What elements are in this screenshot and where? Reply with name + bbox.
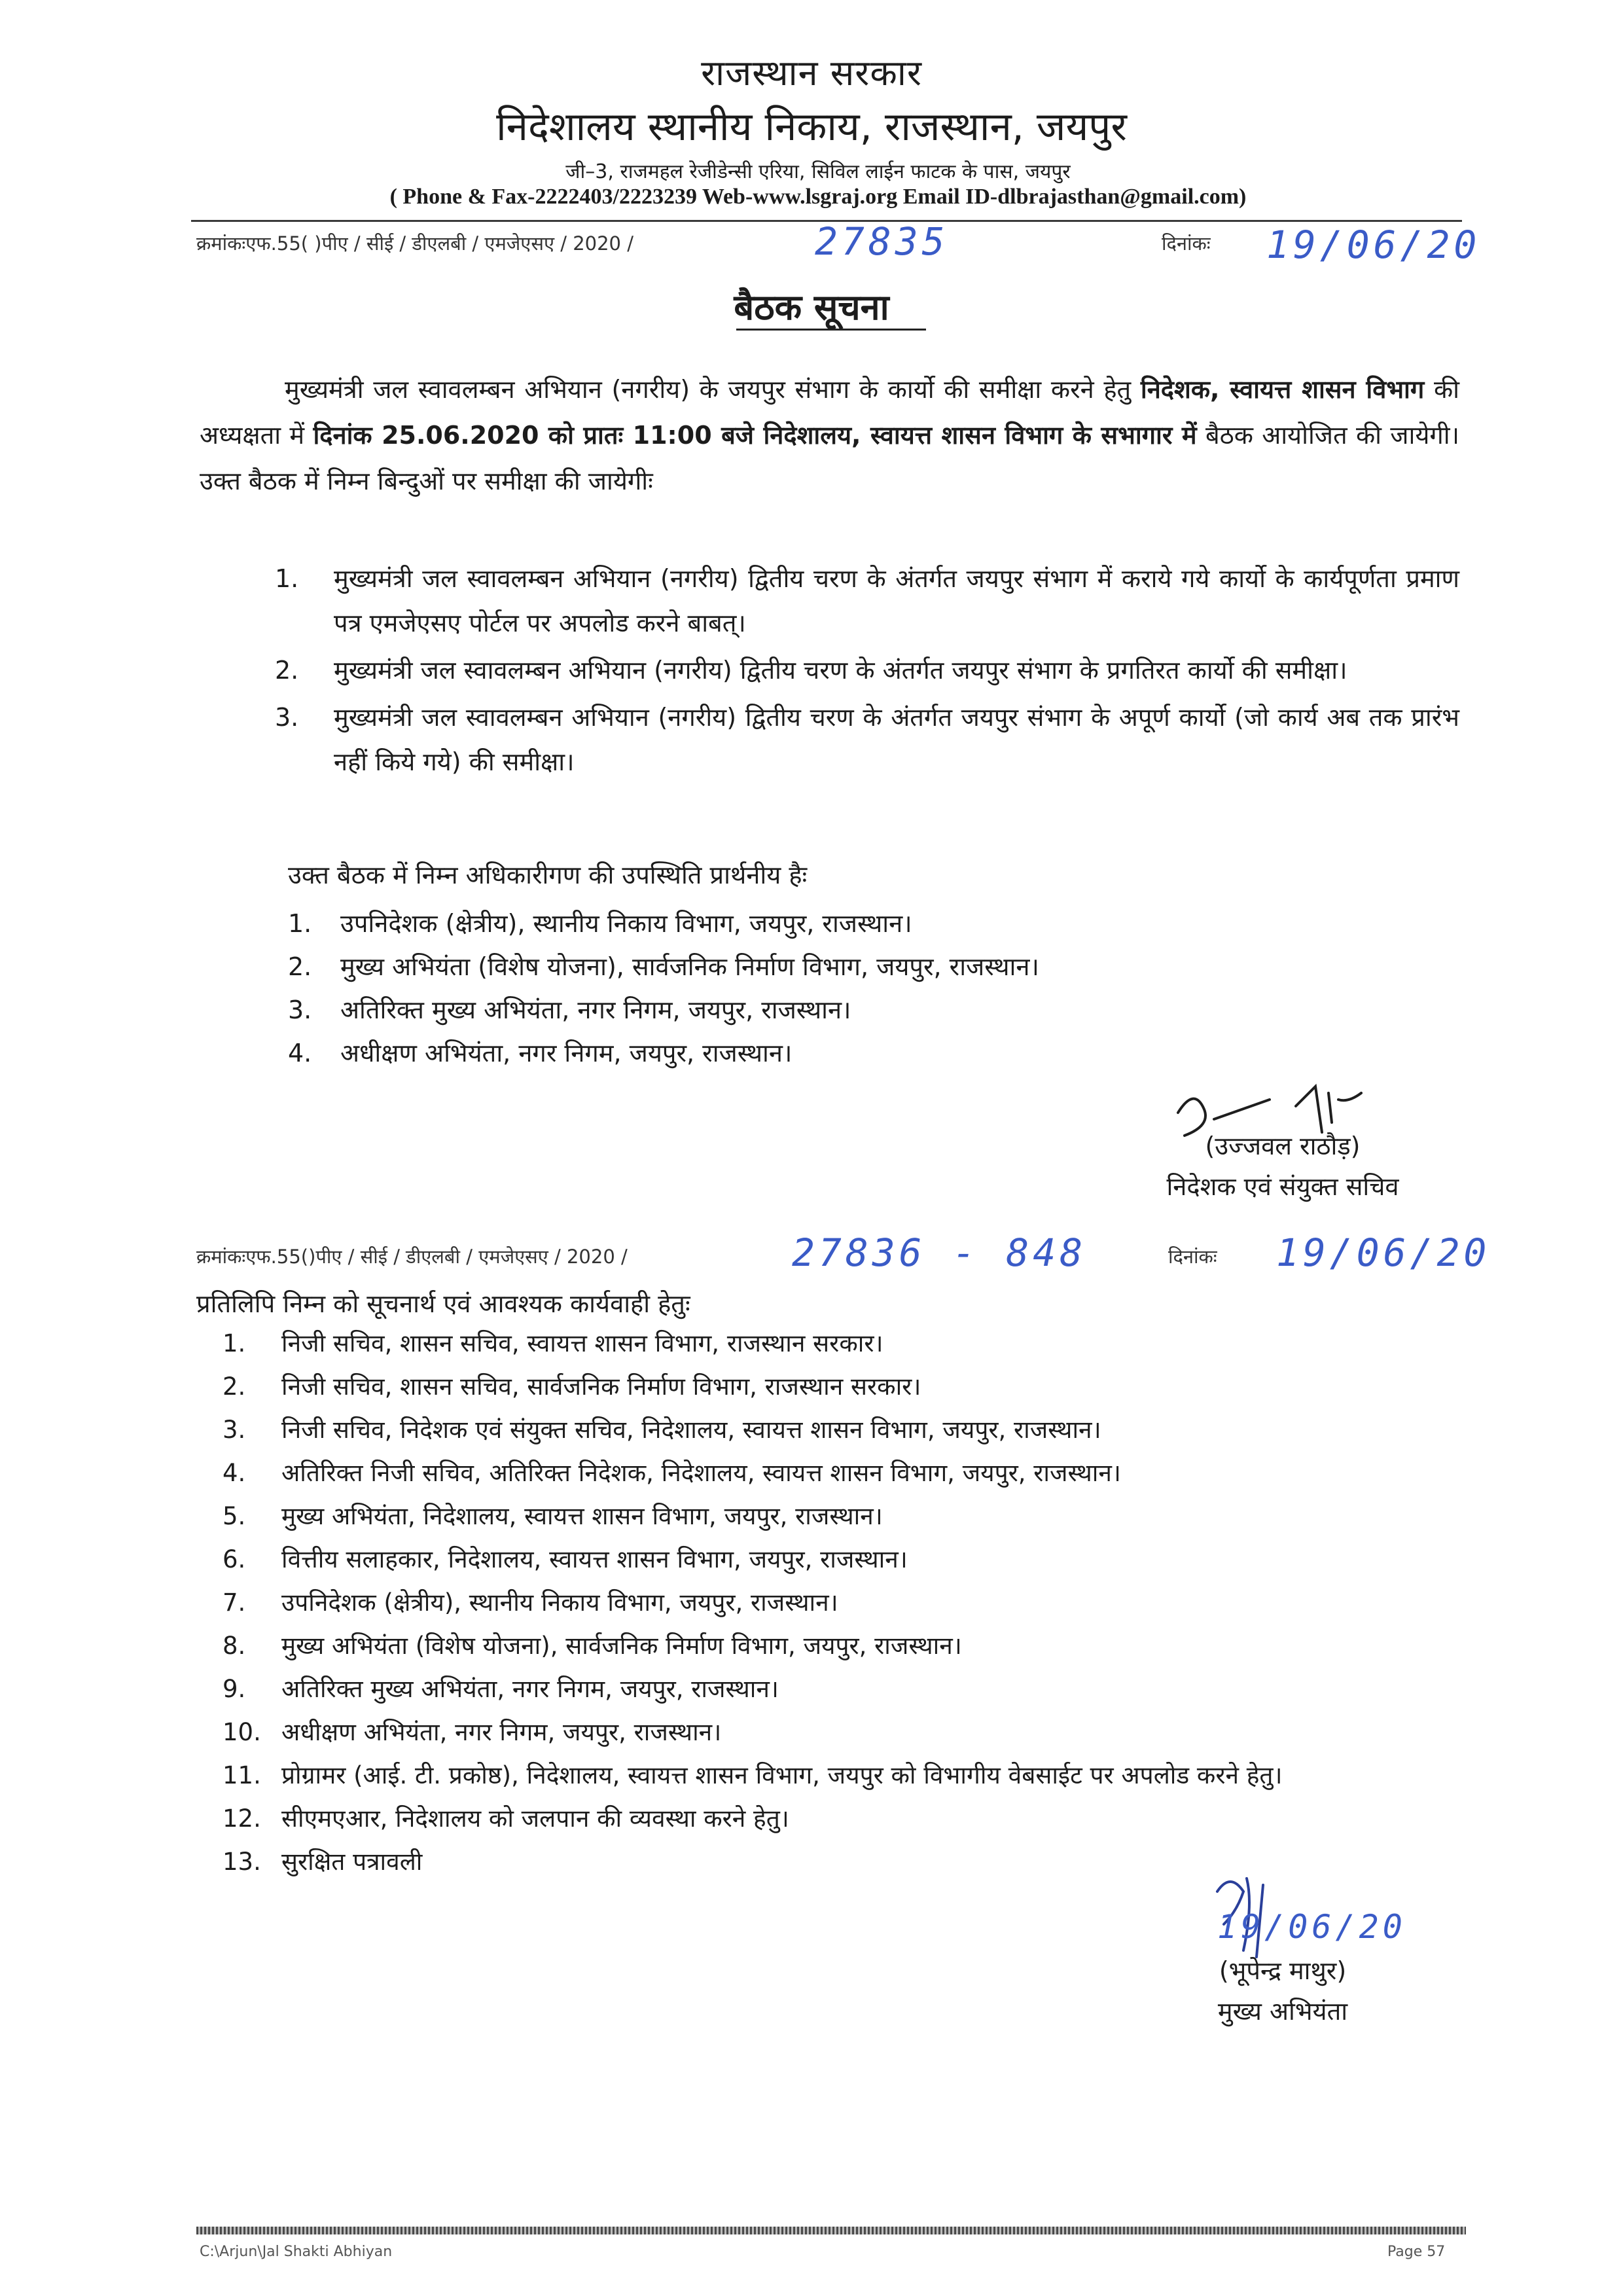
para-part-c: की अध्यक्षता में: [200, 375, 1459, 450]
office-address: जी–3, राजमहल रेजीडेन्सी एरिया, सिविल लाईन फाटक के पास, जयपुर: [565, 160, 1071, 183]
signatory-2: [1165, 1950, 1400, 2032]
copy-list: [223, 1322, 1459, 1884]
copy-reference-date: 19/06/20: [1276, 1230, 1491, 1275]
title-underline: [736, 329, 926, 331]
copy-item: 9. अतिरिक्त मुख्य अभियंता, नगर निगम, जयपुर, राजस्थान।: [223, 1675, 779, 1703]
copy-item: 1. निजी सचिव, शासन सचिव, स्वायत्त शासन विभाग, राजस्थान सरकार।: [223, 1329, 883, 1357]
copy-reference-prefix: क्रमांकःएफ.55()पीए / सीई / डीएलबी / एमजेएसए / 2020 /: [196, 1246, 628, 1268]
signatory-2-designation: मुख्य अभियंता: [1217, 1997, 1348, 2026]
reference-date: 19/06/20: [1266, 223, 1481, 267]
officials-list: [288, 902, 1400, 1075]
official-item: 4. अधीक्षण अभियंता, नगर निगम, जयपुर, राजस्थान।: [288, 1039, 793, 1067]
copy-item: 2. निजी सचिव, शासन सचिव, सार्वजनिक निर्माण विभाग, राजस्थान सरकार।: [223, 1372, 921, 1401]
reference-prefix: क्रमांकःएफ.55( )पीए / सीई / डीएलबी / एमजेएसए / 2020 /: [196, 232, 633, 255]
agenda-list: [275, 556, 1459, 787]
para-part-e: बैठक आयोजित की जायेगी। उक्त बैठक में निम्न बिन्दुओं पर समीक्षा की जायेगीः: [200, 421, 1460, 495]
copy-intro: प्रतिलिपि निम्न को सूचनार्थ एवं आवश्यक कार्यवाही हेतुः: [196, 1289, 690, 1318]
copy-item: 13. सुरक्षित पत्रावली: [223, 1848, 423, 1876]
copy-item: 8. मुख्य अभियंता (विशेष योजना), सार्वजनिक निर्माण विभाग, जयपुर, राजस्थान।: [223, 1632, 962, 1660]
copy-item: 3. निजी सचिव, निदेशक एवं संयुक्त सचिव, निदेशालय, स्वायत्त शासन विभाग, जयपुर, राजस्थान।: [223, 1416, 1101, 1444]
copy-item: 11. प्रोग्रामर (आई. टी. प्रकोष्ठ), निदेशालय, स्वायत्त शासन विभाग, जयपुर को विभागीय वेबसाईट पर अपलोड करने हेतु।: [223, 1761, 1283, 1789]
notice-paragraph: [200, 367, 1459, 504]
attendance-intro: उक्त बैठक में निम्न अधिकारीगण की उपस्थिति प्रार्थनीय हैः: [288, 861, 808, 889]
directorate-name: निदेशालय स्थानीय निकाय, राजस्थान, जयपुर: [496, 104, 1127, 150]
footer-rule: [196, 2227, 1466, 2234]
para-part-b: निदेशक, स्वायत्त शासन विभाग: [1140, 375, 1425, 404]
copy-item: 5. मुख्य अभियंता, निदेशालय, स्वायत्त शासन विभाग, जयपुर, राजस्थान।: [223, 1502, 883, 1530]
agenda-item: 3. मुख्यमंत्री जल स्वावलम्बन अभियान (नगरीय) द्वितीय चरण के अंतर्गत जयपुर संभाग के अपूर्ण कार्यो (जो कार्य अब तक प्रारंभ नहीं किये गये) की समीक्षा।: [275, 703, 1459, 776]
official-item: 3. अतिरिक्त मुख्य अभियंता, नगर निगम, जयपुर, राजस्थान।: [288, 996, 851, 1024]
copy-item: 6. वित्तीय सलाहकार, निदेशालय, स्वायत्त शासन विभाग, जयपुर, राजस्थान।: [223, 1545, 908, 1573]
official-item: 1. उपनिदेशक (क्षेत्रीय), स्थानीय निकाय विभाग, जयपुर, राजस्थान।: [288, 909, 912, 938]
government-name: राजस्थान सरकार: [701, 52, 922, 94]
signature-2-date: 19/06/20: [1217, 1908, 1406, 1946]
reference-date-label: दिनांकः: [1162, 232, 1211, 255]
footer-page-number: Page 57: [1387, 2244, 1446, 2260]
agenda-item: 2. मुख्यमंत्री जल स्वावलम्बन अभियान (नगरीय) द्वितीय चरण के अंतर्गत जयपुर संभाग के प्रगतिरत कार्यो की समीक्षा।: [275, 656, 1347, 685]
para-part-d: दिनांक 25.06.2020 को प्रातः 11:00 बजे निदेशालय, स्वायत्त शासन विभाग के सभागार में: [313, 421, 1197, 450]
agenda-item: 1. मुख्यमंत्री जल स्वावलम्बन अभियान (नगरीय) द्वितीय चरण के अंतर्गत जयपुर संभाग में कराये गये कार्यो के कार्यपूर्णता प्रमाण पत्र एमजेएसए पोर्टल पर अपलोड करने बाबत्।: [275, 564, 1459, 637]
signatory-2-name: (भूपेन्द्र माथुर): [1219, 1956, 1347, 1985]
signatory-1-designation: निदेशक एवं संयुक्त सचिव: [1166, 1172, 1399, 1201]
notice-title: बैठक सूचना: [734, 287, 889, 328]
copy-item: 12. सीएमएआर, निदेशालय को जलपान की व्यवस्था करने हेतु।: [223, 1804, 789, 1833]
signatory-1: [1106, 1126, 1459, 1207]
copy-reference-number: 27836 - 848: [792, 1230, 1087, 1275]
para-part-a: मुख्यमंत्री जल स्वावलम्बन अभियान (नगरीय) के जयपुर संभाग के कार्यो की समीक्षा करने हेतु: [285, 375, 1141, 404]
official-item: 2. मुख्य अभियंता (विशेष योजना), सार्वजनिक निर्माण विभाग, जयपुर, राजस्थान।: [288, 952, 1039, 981]
reference-number: 27835: [815, 219, 949, 264]
footer-file-path: C:\Arjun\Jal Shakti Abhiyan: [200, 2244, 393, 2260]
signatory-1-name: (उज्जवल राठौड़): [1205, 1132, 1361, 1160]
copy-reference-date-label: दिनांकः: [1168, 1246, 1217, 1268]
copy-item: 10. अधीक्षण अभियंता, नगर निगम, जयपुर, राजस्थान।: [223, 1718, 722, 1746]
copy-item: 7. उपनिदेशक (क्षेत्रीय), स्थानीय निकाय विभाग, जयपुर, राजस्थान।: [223, 1588, 838, 1617]
copy-item: 4. अतिरिक्त निजी सचिव, अतिरिक्त निदेशक, निदेशालय, स्वायत्त शासन विभाग, जयपुर, राजस्थान।: [223, 1459, 1121, 1487]
contact-details: ( Phone & Fax-2222403/2223239 Web-www.lsgraj.org Email ID-dlbrajasthan@gmail.com): [389, 185, 1247, 209]
